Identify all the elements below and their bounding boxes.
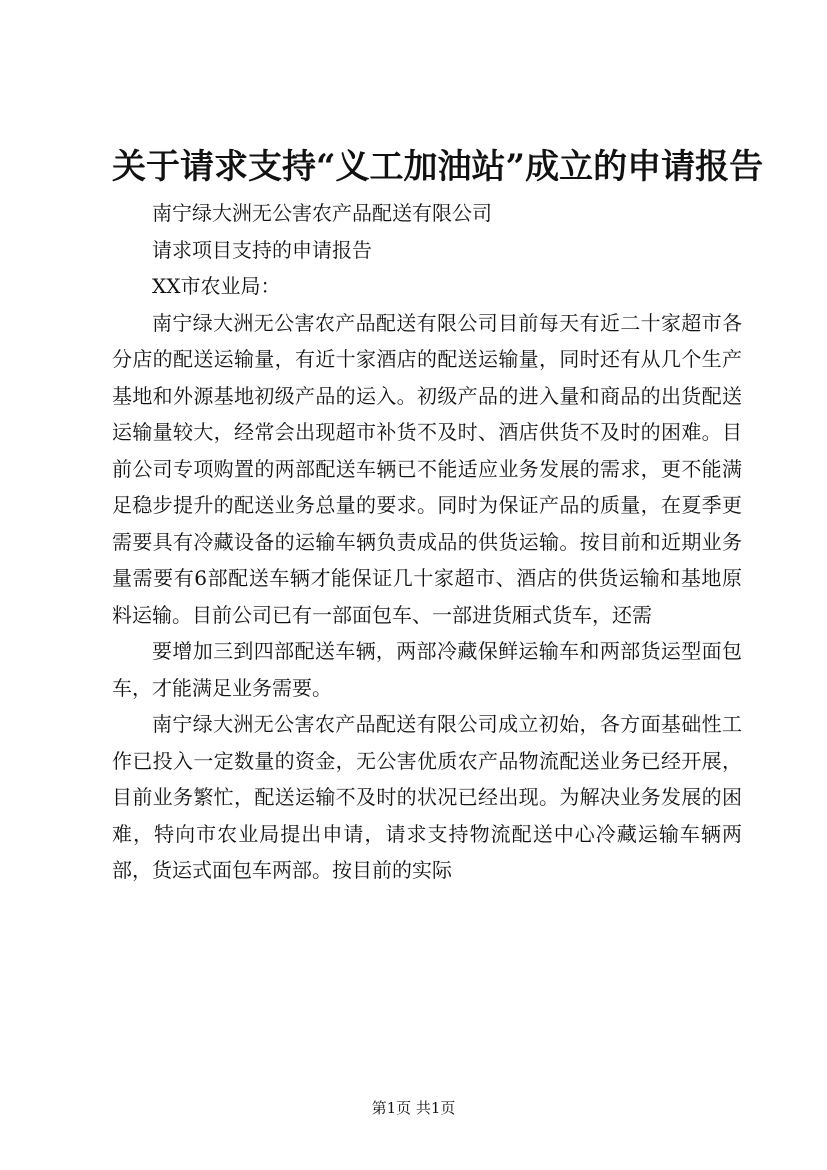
page-footer: 第1页 共1页 — [371, 1099, 456, 1117]
paragraph-addressee: XX市农业局： — [152, 274, 281, 298]
paragraph-body-1: 南宁绿大洲无公害农产品配送有限公司目前每天有近二十家超市各分店的配送运输量，有近十家酒店的配送运输量，同时还有从几个生产基地和外源基地初级产品的运入。初级产品的进入量和商品的出货配送运输量较大，经常会出现超市补货不及时、酒店供货不及时的困难。目前公司专项购置的两部配送车辆已不能适应业务发展的需求，更不能满足稳步提升的配送业务总量的要求。同时为保证产品的质量，在夏季更需要具有冷藏设备的运输车辆负责成品的供货运输。按目前和近期业务量需要有6部配送车辆才能保证几十家超市、酒店的供货运输和基地原料运输。目前公司已有一部面包车、一部进货厢式货车，还需 — [112, 310, 742, 627]
paragraph-company-name: 南宁绿大洲无公害农产品配送有限公司 — [152, 201, 492, 225]
paragraph-body-3: 南宁绿大洲无公害农产品配送有限公司成立初始，各方面基础性工作已投入一定数量的资金，无公害优质农产品物流配送业务已经开展，目前业务繁忙，配送运输不及时的状况已经出现。为解决业务发展的困难，特向市农业局提出申请，请求支持物流配送中心冷藏运输车辆两部，货运式面包车两部。按目前的实际 — [112, 712, 742, 882]
document-body — [112, 195, 742, 889]
document-title: 关于请求支持“义工加油站”成立的申请报告 — [112, 147, 764, 187]
paragraph-report-subtitle: 请求项目支持的申请报告 — [152, 237, 372, 262]
paragraph-body-2: 要增加三到四部配送车辆，两部冷藏保鲜运输车和两部货运型面包车，才能满足业务需要。 — [112, 639, 742, 700]
